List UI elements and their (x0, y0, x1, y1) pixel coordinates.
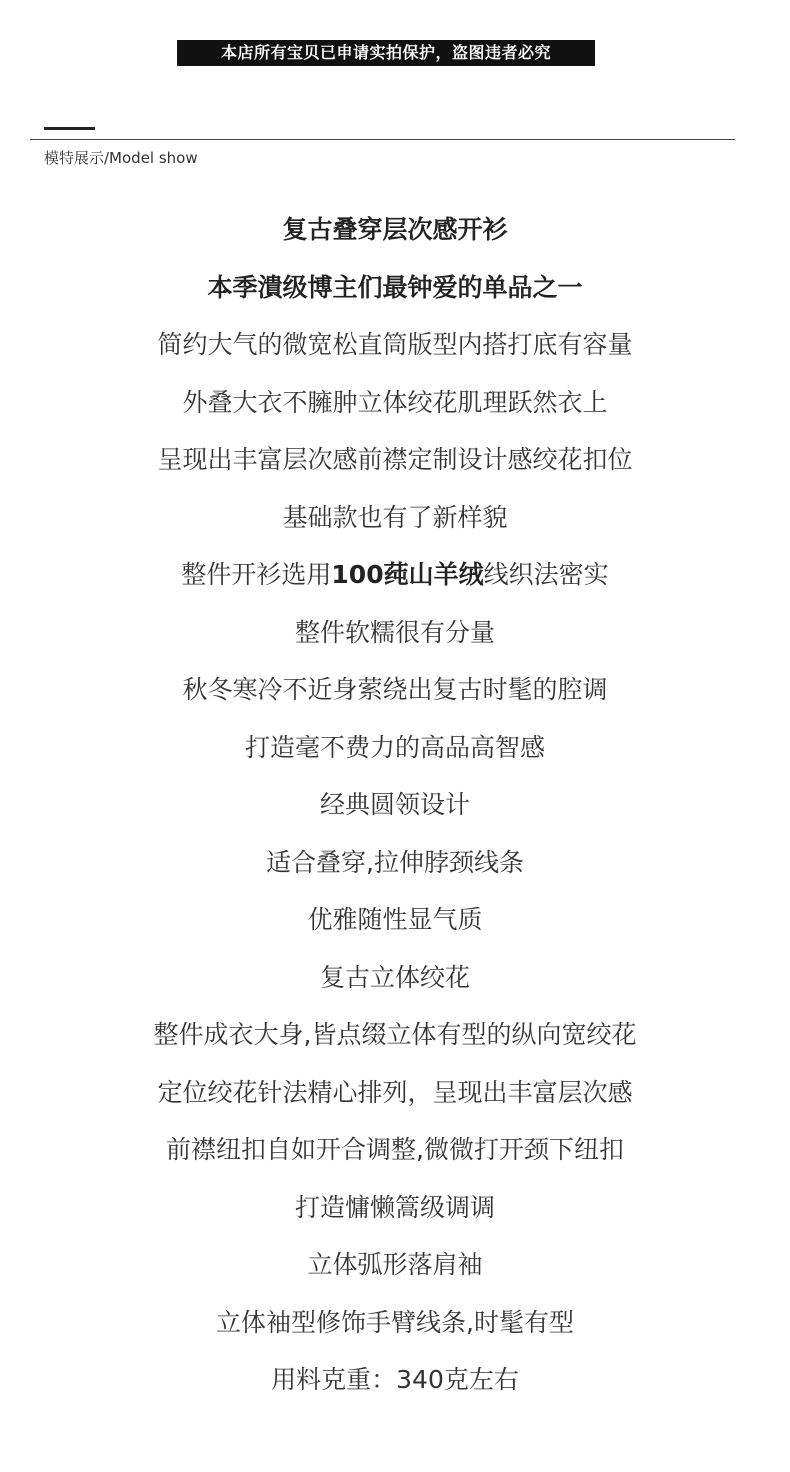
section-label: 模特展示/Model show (44, 149, 198, 167)
description-line: 前襟纽扣自如开合调整,微微打开颈下纽扣 (166, 1135, 624, 1164)
description-line: 立体袖型修饰手臂线条,时髦有型 (216, 1307, 574, 1337)
description-line: 打造慵懒篙级调调 (294, 1192, 495, 1222)
section-accent-bar (44, 127, 95, 130)
section-divider (30, 139, 735, 140)
description-line: 适合叠穿,拉伸脖颈线条 (266, 847, 524, 877)
description-line-material (0, 550, 790, 608)
description-line: 秋冬寒冷不近身萦绕出复古时髦的腔调 (182, 675, 608, 704)
description-line: 整件软糯很有分量 (294, 617, 495, 647)
description-line: 定位绞花针法精心排列，呈现出丰富层次感 (157, 1077, 633, 1107)
description-line: 立体弧形落肩袖 (307, 1250, 483, 1279)
description-line: 基础款也有了新样貌 (282, 502, 508, 532)
product-description (0, 205, 790, 1413)
copyright-notice-banner: 本店所有宝贝已申请实拍保护，盗图违者必究 (177, 40, 595, 66)
description-line: 打造毫不费力的高品高智感 (244, 732, 545, 762)
description-title: 复古叠穿层次感开衫 (282, 215, 508, 244)
description-line: 复古立体绞花 (319, 962, 470, 992)
description-line: 整件成衣大身,皆点缀立体有型的纵向宽绞花 (153, 1020, 637, 1049)
description-line: 优雅随性显气质 (307, 905, 483, 934)
description-line: 简约大气的微宽松直筒版型内搭打底有容量 (157, 330, 633, 359)
material-highlight: 100莼山羊绒 (331, 560, 484, 589)
material-prefix: 整件开衫选用 (181, 560, 332, 589)
description-line: 呈现出丰富层次感前襟定制设计感绞花扣位 (157, 445, 633, 474)
description-line: 经典圆领设计 (319, 790, 470, 819)
description-line: 外叠大衣不臃肿立体绞花肌理跃然衣上 (182, 387, 608, 417)
material-suffix: 线织法密实 (483, 560, 609, 589)
description-subtitle: 本季潰级博主们最钟爱的单品之一 (207, 272, 583, 302)
fabric-weight-line: 用料克重：340克左右 (271, 1365, 519, 1394)
